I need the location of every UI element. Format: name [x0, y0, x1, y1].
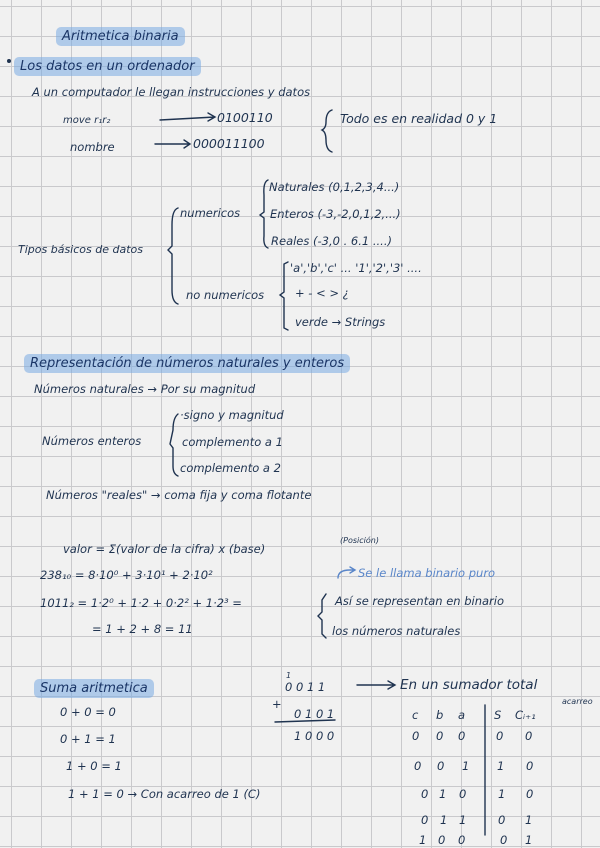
- suma-row4: 1 + 1 = 0 → Con acarreo de 1 (C): [68, 787, 261, 801]
- brace-icon: [260, 180, 268, 248]
- suma-row2: 0 + 1 = 1: [60, 732, 116, 746]
- table-header: S: [494, 708, 502, 722]
- tipos-label: Tipos básicos de datos: [18, 243, 143, 256]
- brace-icon: [318, 594, 326, 638]
- arrow-icon: [155, 140, 190, 148]
- formula-ex3: = 1 + 2 + 8 = 11: [92, 622, 193, 636]
- table-cell: 0: [421, 787, 429, 801]
- table-cell: 0: [498, 813, 506, 827]
- suma-result: 1 0 0 0: [294, 729, 335, 743]
- datos-row1-right: 0100110: [217, 110, 273, 125]
- repr-enteros-label: Números enteros: [42, 434, 142, 448]
- tipos-enteros: Enteros (-3,-2,0,1,2,...): [270, 207, 401, 221]
- table-cell: 0: [459, 787, 467, 801]
- table-cell: 0: [421, 813, 429, 827]
- table-header: b: [436, 708, 444, 722]
- datos-row1-left: move r₁r₂: [63, 115, 111, 126]
- suma-carry: 1: [286, 671, 292, 680]
- table-cell: 0: [437, 759, 445, 773]
- repr-enteros-opt3: complemento a 2: [180, 461, 281, 475]
- suma-row3: 1 + 0 = 1: [66, 759, 122, 773]
- tipos-naturales: Naturales (0,1,2,3,4...): [269, 180, 400, 194]
- formula-ex2: 1011₂ = 1·2⁰ + 1·2 + 0·2² + 1·2³ =: [40, 596, 242, 610]
- repr-naturales: Números naturales → Por su magnitud: [34, 382, 256, 396]
- formula-side-2: los números naturales: [332, 624, 461, 638]
- table-cell: 1: [419, 833, 427, 847]
- table-cell: 1: [459, 813, 467, 827]
- tipos-symbols: + - < > ¿: [295, 286, 349, 300]
- table-cell: 0: [458, 833, 466, 847]
- table-cell: 1: [462, 759, 470, 773]
- formula-binario-note: Se le llama binario puro: [358, 566, 496, 580]
- tipos-verde: verde → Strings: [295, 315, 386, 329]
- table-cell: 0: [438, 833, 446, 847]
- tipos-reales: Reales (-3,0 . 6.1 ....): [271, 234, 392, 248]
- table-cell: 1: [525, 813, 533, 827]
- table-cell: 0: [500, 833, 508, 847]
- table-header: a: [458, 708, 466, 722]
- table-cell: 1: [498, 787, 506, 801]
- suma-top: 0 0 1 1: [285, 680, 326, 694]
- table-cell: 0: [414, 759, 422, 773]
- table-cell: 0: [525, 729, 533, 743]
- table-cell: 1: [497, 759, 505, 773]
- page-title: Aritmetica binaria: [56, 27, 185, 46]
- table-cell: 0: [526, 759, 534, 773]
- repr-enteros-opt2: complemento a 1: [182, 435, 283, 449]
- suma-mid: 0 1 0 1: [294, 707, 335, 721]
- table-cell: 1: [439, 787, 447, 801]
- datos-row2-right: 000011100: [193, 136, 265, 151]
- brace-icon: [280, 262, 288, 330]
- brace-icon: [168, 208, 178, 304]
- section-heading-representacion: Representación de números naturales y enteros: [24, 354, 350, 373]
- table-cell: 0: [526, 787, 534, 801]
- section-heading-suma: Suma aritmetica: [34, 679, 154, 698]
- tipos-numericos: numericos: [180, 206, 241, 220]
- arrow-icon: [357, 681, 395, 689]
- formula-exp: (Posición): [340, 536, 379, 545]
- table-cell: 0: [496, 729, 504, 743]
- table-cell: 1: [525, 833, 533, 847]
- table-cell: 1: [440, 813, 448, 827]
- repr-reales: Números "reales" → coma fija y coma flotante: [46, 488, 312, 502]
- formula-side-1: Así se representan en binario: [335, 594, 505, 608]
- tipos-no-numericos: no numericos: [186, 288, 265, 302]
- table-header: c: [412, 708, 419, 722]
- suma-acarreo: acarreo: [562, 697, 593, 706]
- datos-row2-left: nombre: [70, 140, 115, 154]
- table-cell: 0: [458, 729, 466, 743]
- formula-valor: valor = Σ(valor de la cifra) x (base): [63, 542, 266, 556]
- table-cell: 0: [436, 729, 444, 743]
- section-heading-datos: Los datos en un ordenador: [14, 57, 201, 76]
- bullet-icon: [7, 59, 11, 63]
- datos-intro: A un computador le llegan instrucciones y datos: [32, 85, 311, 99]
- datos-note: Todo es en realidad 0 y 1: [340, 111, 498, 126]
- brace-icon: [322, 110, 332, 152]
- brace-icon: [170, 414, 178, 476]
- tipos-chars: 'a','b','c' ... '1','2','3' ....: [290, 261, 422, 275]
- suma-row1: 0 + 0 = 0: [60, 705, 116, 719]
- formula-ex1: 238₁₀ = 8·10⁰ + 3·10¹ + 2·10²: [40, 568, 213, 582]
- suma-plus: +: [272, 697, 282, 711]
- arrow-icon: [160, 113, 215, 121]
- arrow-icon: [338, 567, 355, 578]
- suma-sumador: En un sumador total: [400, 677, 538, 693]
- table-cell: 0: [412, 729, 420, 743]
- table-header: Cᵢ₊₁: [515, 708, 536, 722]
- repr-enteros-opt1: ·signo y magnitud: [180, 408, 284, 422]
